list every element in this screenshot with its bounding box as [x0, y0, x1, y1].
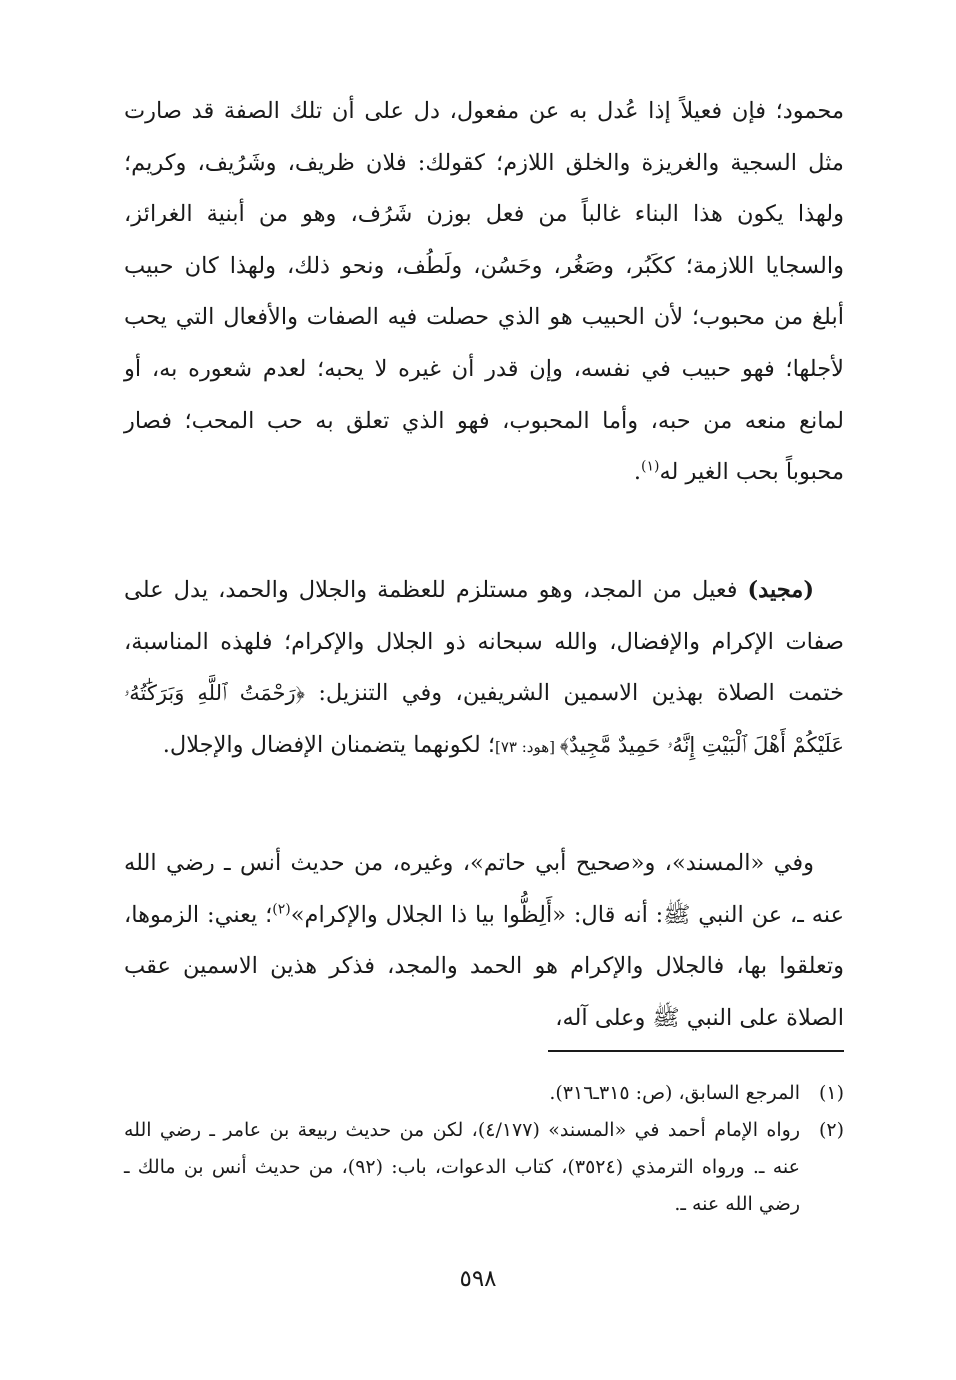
- footnote-number: (٢): [818, 1119, 844, 1141]
- verse-reference: [هود: ٧٣]: [495, 737, 560, 756]
- paragraph-2-text-b: ؛ لكونهما يتضمنان الإفضال والإجلال.: [162, 731, 495, 758]
- paragraph-2-text-a: فعيل من المجد، وهو مستلزم للعظمة والجلال والحمد، يدل على صفات الإكرام والإفضال، والله سبحانه ذو الجلال والإكرام؛ فلهذه المناسبة، ختمت الصلاة بهذين الاسمين الشريفين، وفي التنزيل:: [124, 577, 844, 707]
- footnote-ref-1[interactable]: (١): [641, 458, 660, 475]
- footnote-1: [124, 1075, 844, 1112]
- footnote-separator: [548, 1050, 844, 1052]
- footnote-number: (١): [818, 1082, 844, 1104]
- paragraph-3: [124, 838, 844, 1044]
- quran-verse: ﴿رَحْمَتُ ٱللَّهِ وَبَرَكَٰتُهُۥ عَلَيْكُمْ أَهْلَ ٱلْبَيْتِ إِنَّهُۥ حَمِيدٌ مَّجِيدٌ﴾: [124, 681, 844, 757]
- footnotes: [124, 1075, 844, 1223]
- footnote-text: رواه الإمام أحمد في «المسند» (٤/١٧٧)، لكن من حديث ربيعة بن عامر ـ رضي الله عنه ـ. ورواه الترمذي (٣٥٢٤)، كتاب الدعوات، باب: (٩٢)، من حديث أنس بن مالك ـ رضي الله عنه ـ.: [124, 1119, 800, 1215]
- paragraph-2: [124, 565, 844, 773]
- footnote-text: المرجع السابق، (ص: ٣١٥ـ٣١٦).: [549, 1082, 800, 1104]
- page-number: ٥٩٨: [459, 1266, 497, 1292]
- paragraph-3-text-a: وفي «المسند»، و«صحيح أبي حاتم»، وغيره، من حديث أنس ـ رضي الله عنه ـ، عن النبي ﷺ: أنه قال: «أَلِظُّوا بيا ذا الجلال والإكرام»: [124, 850, 844, 928]
- paragraph-1-text: محمود؛ فإن فعيلاً إذا عُدل به عن مفعول، دل على أن تلك الصفة قد صارت مثل السجية والغريزة والخلق اللازم؛ كقولك: فلان ظريف، وشَرُيف، وكريم؛ ولهذا يكون هذا البناء غالباً من فعل بوزن شَرُف، وهو من أبنية الغرائز، والسجايا اللازمة؛ ككَبُر، وصَغُر، وحَسُن، ولَطُف، ونحو ذلك، ولهذا كان حبيب أبلغ من محبوب؛ لأن الحبيب هو الذي حصلت فيه الصفات والأفعال التي يحب لأجلها؛ فهو حبيب في نفسه، وإن قدر أن غيره لا يحبه؛ لعدم شعوره به، أو لمانع منعه من حبه، وأما المحبوب، فهو الذي تعلق به حب المحب؛ فصار محبوباً بحب الغير له: [124, 98, 844, 486]
- paragraph-3-text-b: ؛ يعني: الزموها، وتعلقوا بها، فالجلال والإكرام هو الحمد والمجد، فذكر هذين الاسمين عقب الصلاة على النبي ﷺ وعلى آله،: [124, 901, 844, 1031]
- paragraph-1-end: .: [633, 459, 641, 486]
- heading-term-majeed: (مجيد): [747, 577, 814, 603]
- footnote-2: [124, 1112, 844, 1223]
- paragraph-1: [124, 86, 844, 499]
- footnote-ref-2[interactable]: (٢): [272, 901, 291, 918]
